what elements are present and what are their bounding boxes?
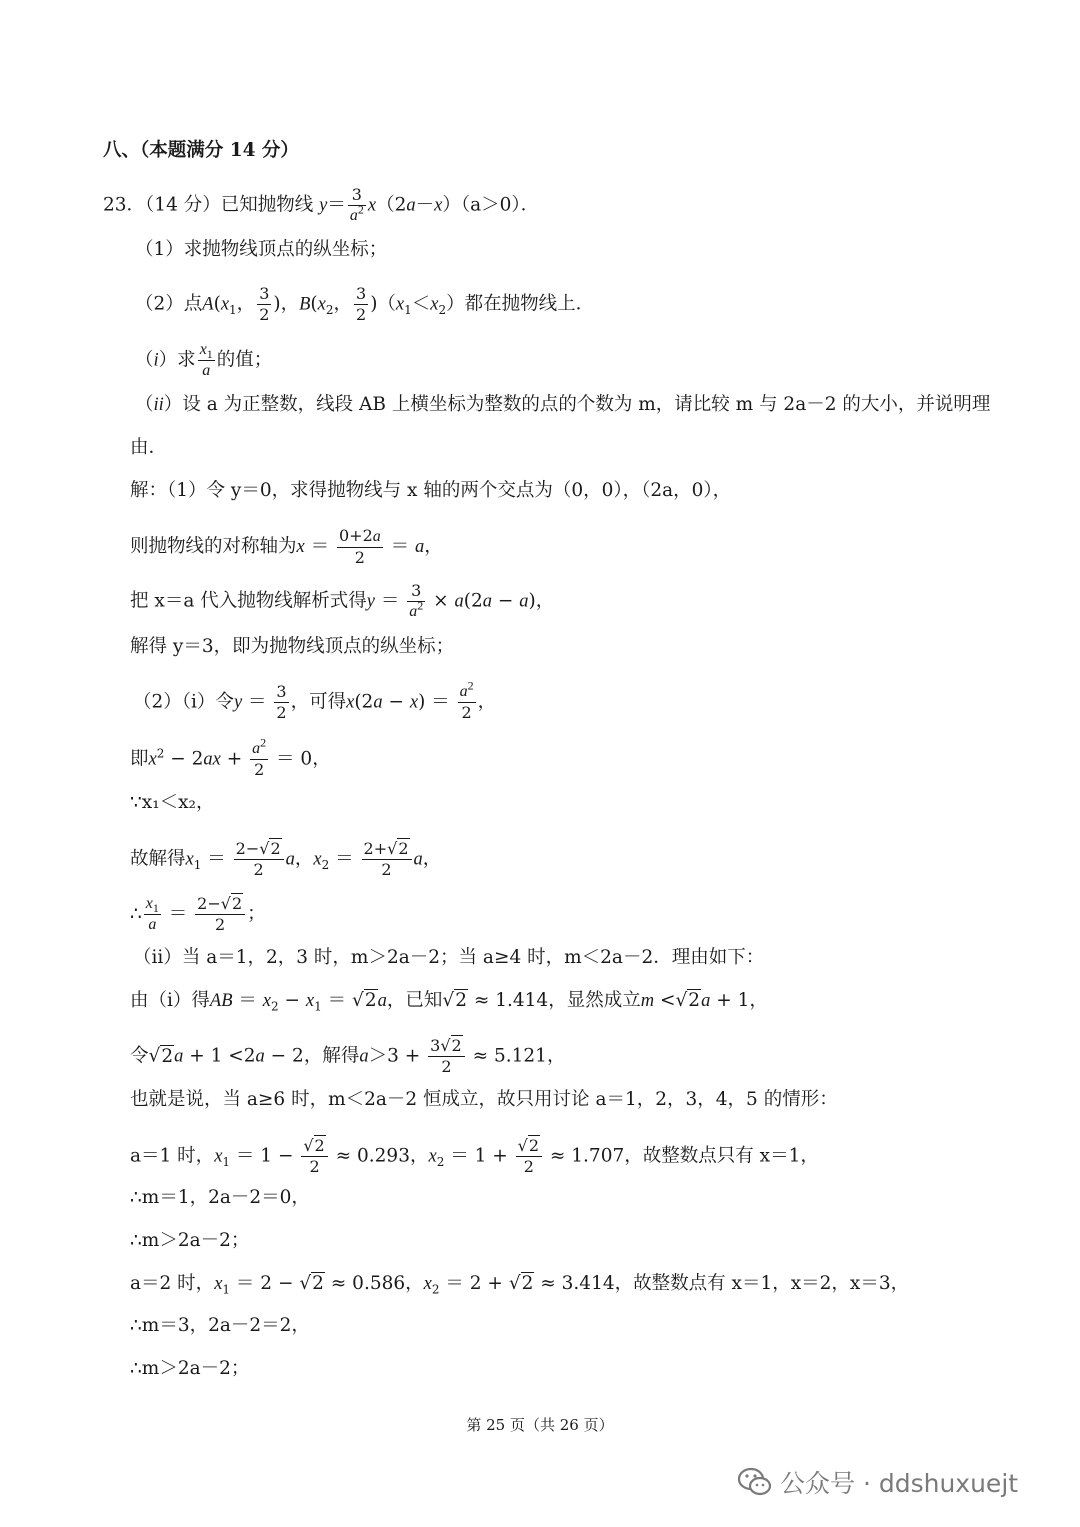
page-footer: 第 25 页（共 26 页）	[466, 1416, 614, 1434]
solution-line-17-prefix: a＝2 时，	[130, 1273, 215, 1294]
solution-line-3: 把 x＝a 代入抛物线解析式得y ＝ $\frac{3}{a^2}$ × a(2a − a)，	[130, 581, 555, 620]
solution-line-2-prefix: 则抛物线的对称轴为	[130, 536, 297, 557]
solution-line-2: 则抛物线的对称轴为x ＝ $\frac{0+2a}{2}$ ＝ a，	[130, 526, 443, 567]
solution-line-6: 即$x^2 - 2ax$ + $\frac{a^2}{2}$ ＝ 0，	[130, 735, 331, 779]
solution-line-17-suffix: ，故整数点有 x＝1，x＝2，x＝3，	[614, 1273, 910, 1294]
question-score: （14 分）	[145, 194, 221, 216]
solution-line-16: ∴m＞2a－2；	[130, 1230, 250, 1251]
solution-line-1: 解：（1）令 y＝0，求得抛物线与 x 轴的两个交点为（0，0），（2a，0），	[130, 480, 732, 501]
part-2-prefix: （2）点	[135, 293, 203, 315]
solution-line-6-prefix: 即	[130, 748, 149, 770]
solution-line-14: a＝1 时，$x_1 = 1$ − $\frac{√2}{2}$ ≈ 0.293，$x_2 = 1$ + $\frac{√2}{2}$ ≈ 1.707，故整数点只有 x＝1，	[130, 1136, 819, 1176]
solution-line-13: 也就是说，当 a≥6 时，m＜2a－2 恒成立，故只用讨论 a＝1，2，3，4，5 的情形：	[130, 1089, 838, 1110]
part-2-i-text: 求	[177, 349, 196, 371]
wechat-icon	[738, 1467, 772, 1497]
question-condition: （a＞0）．	[460, 194, 540, 216]
question-intro: 已知抛物线	[220, 194, 314, 216]
question-number: 23．	[103, 194, 146, 216]
solution-line-9-prefix: ∴	[130, 903, 142, 925]
solution-line-18: ∴m＝3，2a－2＝2，	[130, 1315, 310, 1336]
solution-line-14-suffix: ，故整数点只有 x＝1，	[624, 1145, 819, 1167]
solution-line-15: ∴m＝1，2a－2＝0，	[130, 1187, 310, 1208]
solution-line-5-mid: ，可得	[290, 691, 347, 713]
watermark-text: 公众号 · ddshuxuejt	[780, 1469, 1019, 1498]
solution-line-3-prefix: 把 x＝a 代入抛物线解析式得	[130, 590, 367, 612]
question-stem: 23．（14 分）已知抛物线 y＝ $\frac{3}{a^2}$ x（2a－x）（a＞0）．	[103, 185, 540, 224]
solution-line-17: a＝2 时，$x_1 = 2 - √2 \approx 0.586$，$x_2 = 2 + √2 \approx 3.414$，故整数点有 x＝1，x＝2，x＝3，	[130, 1273, 910, 1297]
part-2: （2）点$A(x_1$， $\frac{3}{2}$ )，$B(x_2$， $\frac{3}{2}$ )$(x_1<x_2)$都在抛物线上．	[135, 284, 595, 324]
part-2-ii: （ii）设 a 为正整数，线段 AB 上横坐标为整数的点的个数为 m，请比较 m 与 2a－2 的大小，并说明理	[135, 394, 991, 415]
part-1: （1）求抛物线顶点的纵坐标；	[135, 239, 388, 260]
solution-line-8-prefix: 故解得	[130, 848, 186, 870]
part-2-ii-line2: 由．	[130, 437, 168, 458]
solution-line-10: （ii）当 a＝1，2，3 时，m＞2a－2；当 a≥4 时，m＜2a－2．理由如下：	[133, 947, 765, 968]
solution-line-19: ∴m＞2a－2；	[130, 1358, 250, 1379]
solution-line-12-mid: ，解得	[303, 1045, 360, 1067]
part-2-i: （i）求 $\frac{x_1}{a}$ 的值；	[135, 341, 273, 379]
part-2-i-suffix: 的值；	[216, 349, 273, 371]
part-2-ii-line1: 设 a 为正整数，线段 AB 上横坐标为整数的点的个数为 m，请比较 m 与 2a－2 的大小，并说明理	[182, 394, 991, 415]
solution-line-5-prefix: （2）（i）令	[133, 691, 234, 713]
part-2-suffix: 都在抛物线上．	[464, 293, 595, 315]
solution-line-11-prefix: 由（i）得	[130, 990, 210, 1011]
watermark	[738, 1464, 1018, 1500]
solution-line-9: ∴ $\frac{x_1}{a}$ ＝ $\frac{2-√2}{2}$ ；	[130, 894, 266, 934]
solution-line-14-prefix: a＝1 时，	[130, 1145, 215, 1167]
solution-line-5: （2）（i）令y ＝ $\frac{3}{2}$ ，可得x(2a − x) ＝ $\frac{a^2}{2}$ ，	[133, 678, 497, 722]
solution-line-4: 解得 y＝3，即为抛物线顶点的纵坐标；	[130, 636, 455, 657]
solution-line-7: ∵x₁＜x₂，	[130, 792, 215, 813]
solution-line-11: 由（i）得AB ＝ $x_2 - x_1 = √2a$，已知√2 ≈ 1.414，显然成立m <√2a + 1，	[130, 990, 768, 1014]
solution-line-12: 令√2a + 1 <2a − 2，解得a＞3 + $\frac{3√2}{2}$ ≈ 5.121，	[130, 1036, 566, 1076]
section-title: 八、（本题满分 14 分）	[103, 140, 299, 161]
solution-line-11-mid2: ，显然成立	[548, 990, 641, 1011]
solution-line-12-prefix: 令	[130, 1045, 149, 1067]
solution-line-8: 故解得$x_1$ ＝ $\frac{2-√2}{2}$ a，$x_2$ ＝ $\frac{2+√2}{2}$ a，	[130, 839, 442, 879]
solution-line-11-mid: ，已知	[386, 990, 443, 1011]
